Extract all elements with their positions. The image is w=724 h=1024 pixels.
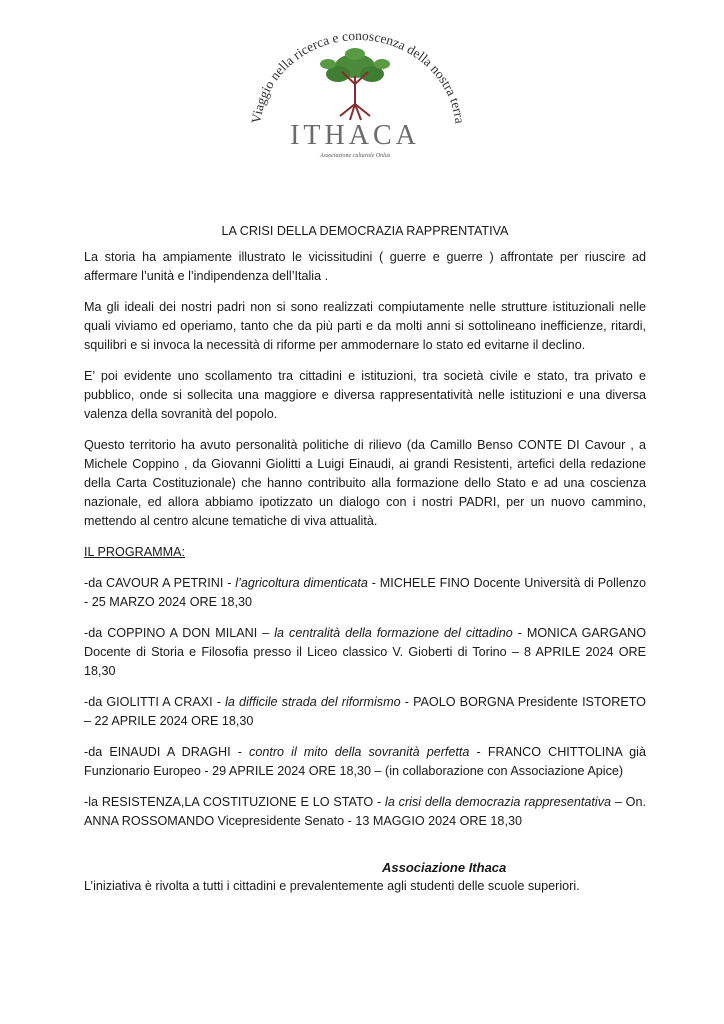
tree-logo-icon <box>230 14 480 164</box>
program-item-prefix: -da GIOLITTI A CRAXI - <box>84 695 226 709</box>
program-item-prefix: -la RESISTENZA,LA COSTITUZIONE E LO STATO - <box>84 795 386 809</box>
program-item-subtitle: la centralità della formazione del cittadino <box>274 626 513 640</box>
logo-subtitle: Associazione culturale Onlus <box>319 153 391 159</box>
program-item-details: – On. ANNA ROSSOMANDO Vicepresidente Senato - 13 MAGGIO 2024 ORE 18,30 <box>84 795 646 828</box>
program-item <box>84 793 646 831</box>
program-item-details: - MONICA GARGANO Docente di Storia e Filosofia presso il Liceo classico V. Gioberti di Torino – 8 APRILE 2024 ORE 18,30 <box>84 626 646 678</box>
program-item-subtitle: contro il mito della sovranità perfetta <box>249 745 470 759</box>
program-heading: IL PROGRAMMA: <box>84 545 185 559</box>
program-item <box>84 574 646 612</box>
signature: Associazione Ithaca <box>382 860 507 875</box>
program-item-details: - FRANCO CHITTOLINA già Funzionario Europeo - 29 APRILE 2024 ORE 18,30 – (in collaborazione con Associazione Apice) <box>84 745 646 778</box>
program-item <box>84 624 646 681</box>
program-item-details: - MICHELE FINO Docente Università di Pollenzo - 25 MARZO 2024 ORE 18,30 <box>84 576 647 609</box>
logo-arc-textpath: Viaggio nella ricerca e conoscenza della nostra terra <box>248 28 468 125</box>
paragraph-1: La storia ha ampiamente illustrato le vicissitudini ( guerre e guerre ) affrontate per riuscire ad affermare l’unità e l’indipendenza dell’Italia . <box>84 250 646 283</box>
program-item-subtitle: la difficile strada del riformismo <box>225 695 401 709</box>
document-title: LA CRISI DELLA DEMOCRAZIA RAPPRENTATIVA <box>221 224 509 238</box>
program-item-subtitle: l’agricoltura dimenticata <box>235 576 368 590</box>
paragraph-2: Ma gli ideali dei nostri padri non si sono realizzati compiutamente nelle strutture istituzionali nelle quali viviamo ed operiamo, tanto che da più parti e da molti anni si sottolineano inefficienze, ritardi, squilibri e si invoca la necessità di riforme per ammodernare lo stato ed evitarne il declino. <box>84 300 646 352</box>
logo-name: ITHACA <box>290 120 420 151</box>
program-item <box>84 743 646 781</box>
document-body <box>84 222 646 908</box>
program-item-prefix: -da CAVOUR A PETRINI - <box>84 576 236 590</box>
program-item-subtitle: la crisi della democrazia rappresentativa <box>385 795 612 809</box>
program-item-prefix: -da COPPINO A DON MILANI – <box>84 626 275 640</box>
paragraph-3: E’ poi evidente uno scollamento tra cittadini e istituzioni, tra società civile e stato, tra privato e pubblico, onde si sollecita una maggiore e diversa rappresentatività nelle istituzioni e una diversa valenza della sovranità del popolo. <box>84 369 646 421</box>
program-item <box>84 693 646 731</box>
program-item-prefix: -da EINAUDI A DRAGHI - <box>84 745 250 759</box>
closing-text: L’iniziativa è rivolta a tutti i cittadini e prevalentemente agli studenti delle scuole superiori. <box>84 879 580 893</box>
ithaca-logo <box>230 14 480 164</box>
paragraph-4: Questo territorio ha avuto personalità politiche di rilievo (da Camillo Benso CONTE DI Cavour , a Michele Coppino , da Giovanni Giolitti a Luigi Einaudi, ai grandi Resistenti, artefici della redazione della Carta Costituzionale) che hanno contribuito alla formazione dello Stato e ad una coscienza nazionale, ed allora abbiamo ipotizzato un dialogo con i nostri PADRI, per un nuovo cammino, mettendo al centro alcune tematiche di viva attualità. <box>84 438 646 528</box>
program-item-details: - PAOLO BORGNA Presidente ISTORETO – 22 APRILE 2024 ORE 18,30 <box>84 695 646 728</box>
